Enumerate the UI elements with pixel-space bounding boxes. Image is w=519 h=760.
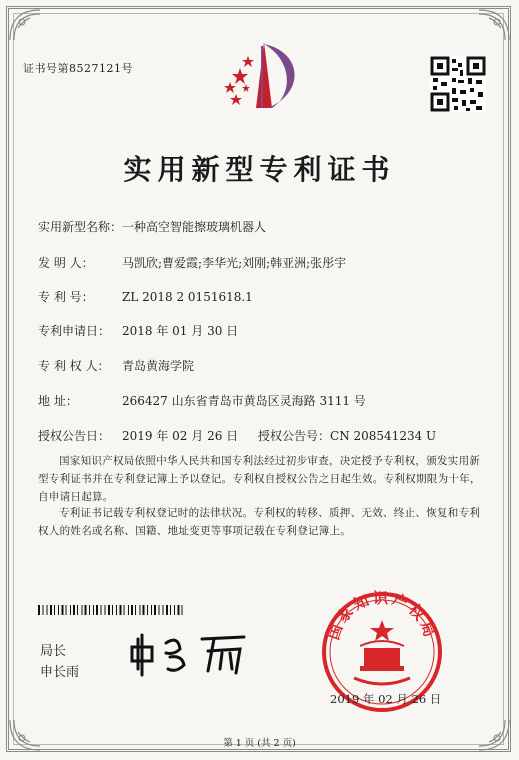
- inventor-row: [38, 254, 346, 271]
- filing-date-label: 专利申请日：: [38, 324, 111, 338]
- utility-name-label: 实用新型名称：: [38, 220, 123, 234]
- director-title: 局长: [40, 644, 67, 659]
- announce-date-value: 2019 年 02 月 26 日: [122, 429, 239, 443]
- patentee-row: [38, 357, 194, 374]
- page-number: 第 1 页 (共 2 页): [223, 738, 296, 749]
- director-name: 申长雨: [40, 665, 80, 680]
- seal-date: 2019 年 02 月 26 日: [330, 692, 442, 706]
- announce-date-label: 授权公告日：: [38, 429, 111, 443]
- announce-number-value: CN 208541234 U: [330, 429, 437, 443]
- inventor-value: 马凯欣;曹爱霞;李华光;刘刚;韩亚洲;张彤宇: [122, 256, 347, 270]
- cnipa-logo-icon: [212, 38, 308, 114]
- inventor-label: 发 明 人：: [38, 256, 94, 270]
- patentee-label: 专 利 权 人：: [38, 359, 110, 373]
- filing-date-row: [38, 322, 238, 339]
- director-signature: [118, 625, 268, 680]
- qr-code-icon: [430, 56, 486, 112]
- corner-ornament-icon: [8, 8, 42, 42]
- patent-number-row: [38, 288, 253, 305]
- certificate-number: 证书号第8527121号: [23, 62, 133, 75]
- patent-number-value: ZL 2018 2 0151618.1: [122, 290, 253, 304]
- announce-number-row: [258, 427, 436, 444]
- announce-date-row: [38, 427, 238, 444]
- announce-number-label: 授权公告号：: [258, 429, 331, 443]
- page-title: 实用新型专利证书: [123, 153, 396, 186]
- patent-number-label: 专 利 号：: [38, 290, 94, 304]
- address-value: 266427 山东省青岛市黄岛区灵海路 3111 号: [122, 394, 366, 408]
- filing-date-value: 2018 年 01 月 30 日: [122, 324, 239, 338]
- patentee-value: 青岛黄海学院: [122, 359, 195, 373]
- address-row: [38, 392, 366, 409]
- legal-status-paragraph: 专利证书记载专利权登记时的法律状况。专利权的转移、质押、无效、终止、恢复和专利权人的姓名或名称、国籍、地址变更等事项记载在专利登记簿上。: [38, 507, 481, 537]
- seal-text: 国家知识产权局: [324, 590, 440, 643]
- address-label: 地 址：: [38, 394, 78, 408]
- corner-ornament-icon: [477, 8, 511, 42]
- barcode-icon: [38, 600, 184, 610]
- grant-paragraph: 国家知识产权局依照中华人民共和国专利法经过初步审查，决定授予专利权，颁发实用新型专利证书并在专利登记簿上予以登记。专利权自授权公告之日起生效。专利权期限为十年，自申请日起算。: [38, 455, 481, 503]
- utility-name-value: 一种高空智能擦玻璃机器人: [122, 220, 267, 234]
- utility-name-row: [38, 218, 266, 235]
